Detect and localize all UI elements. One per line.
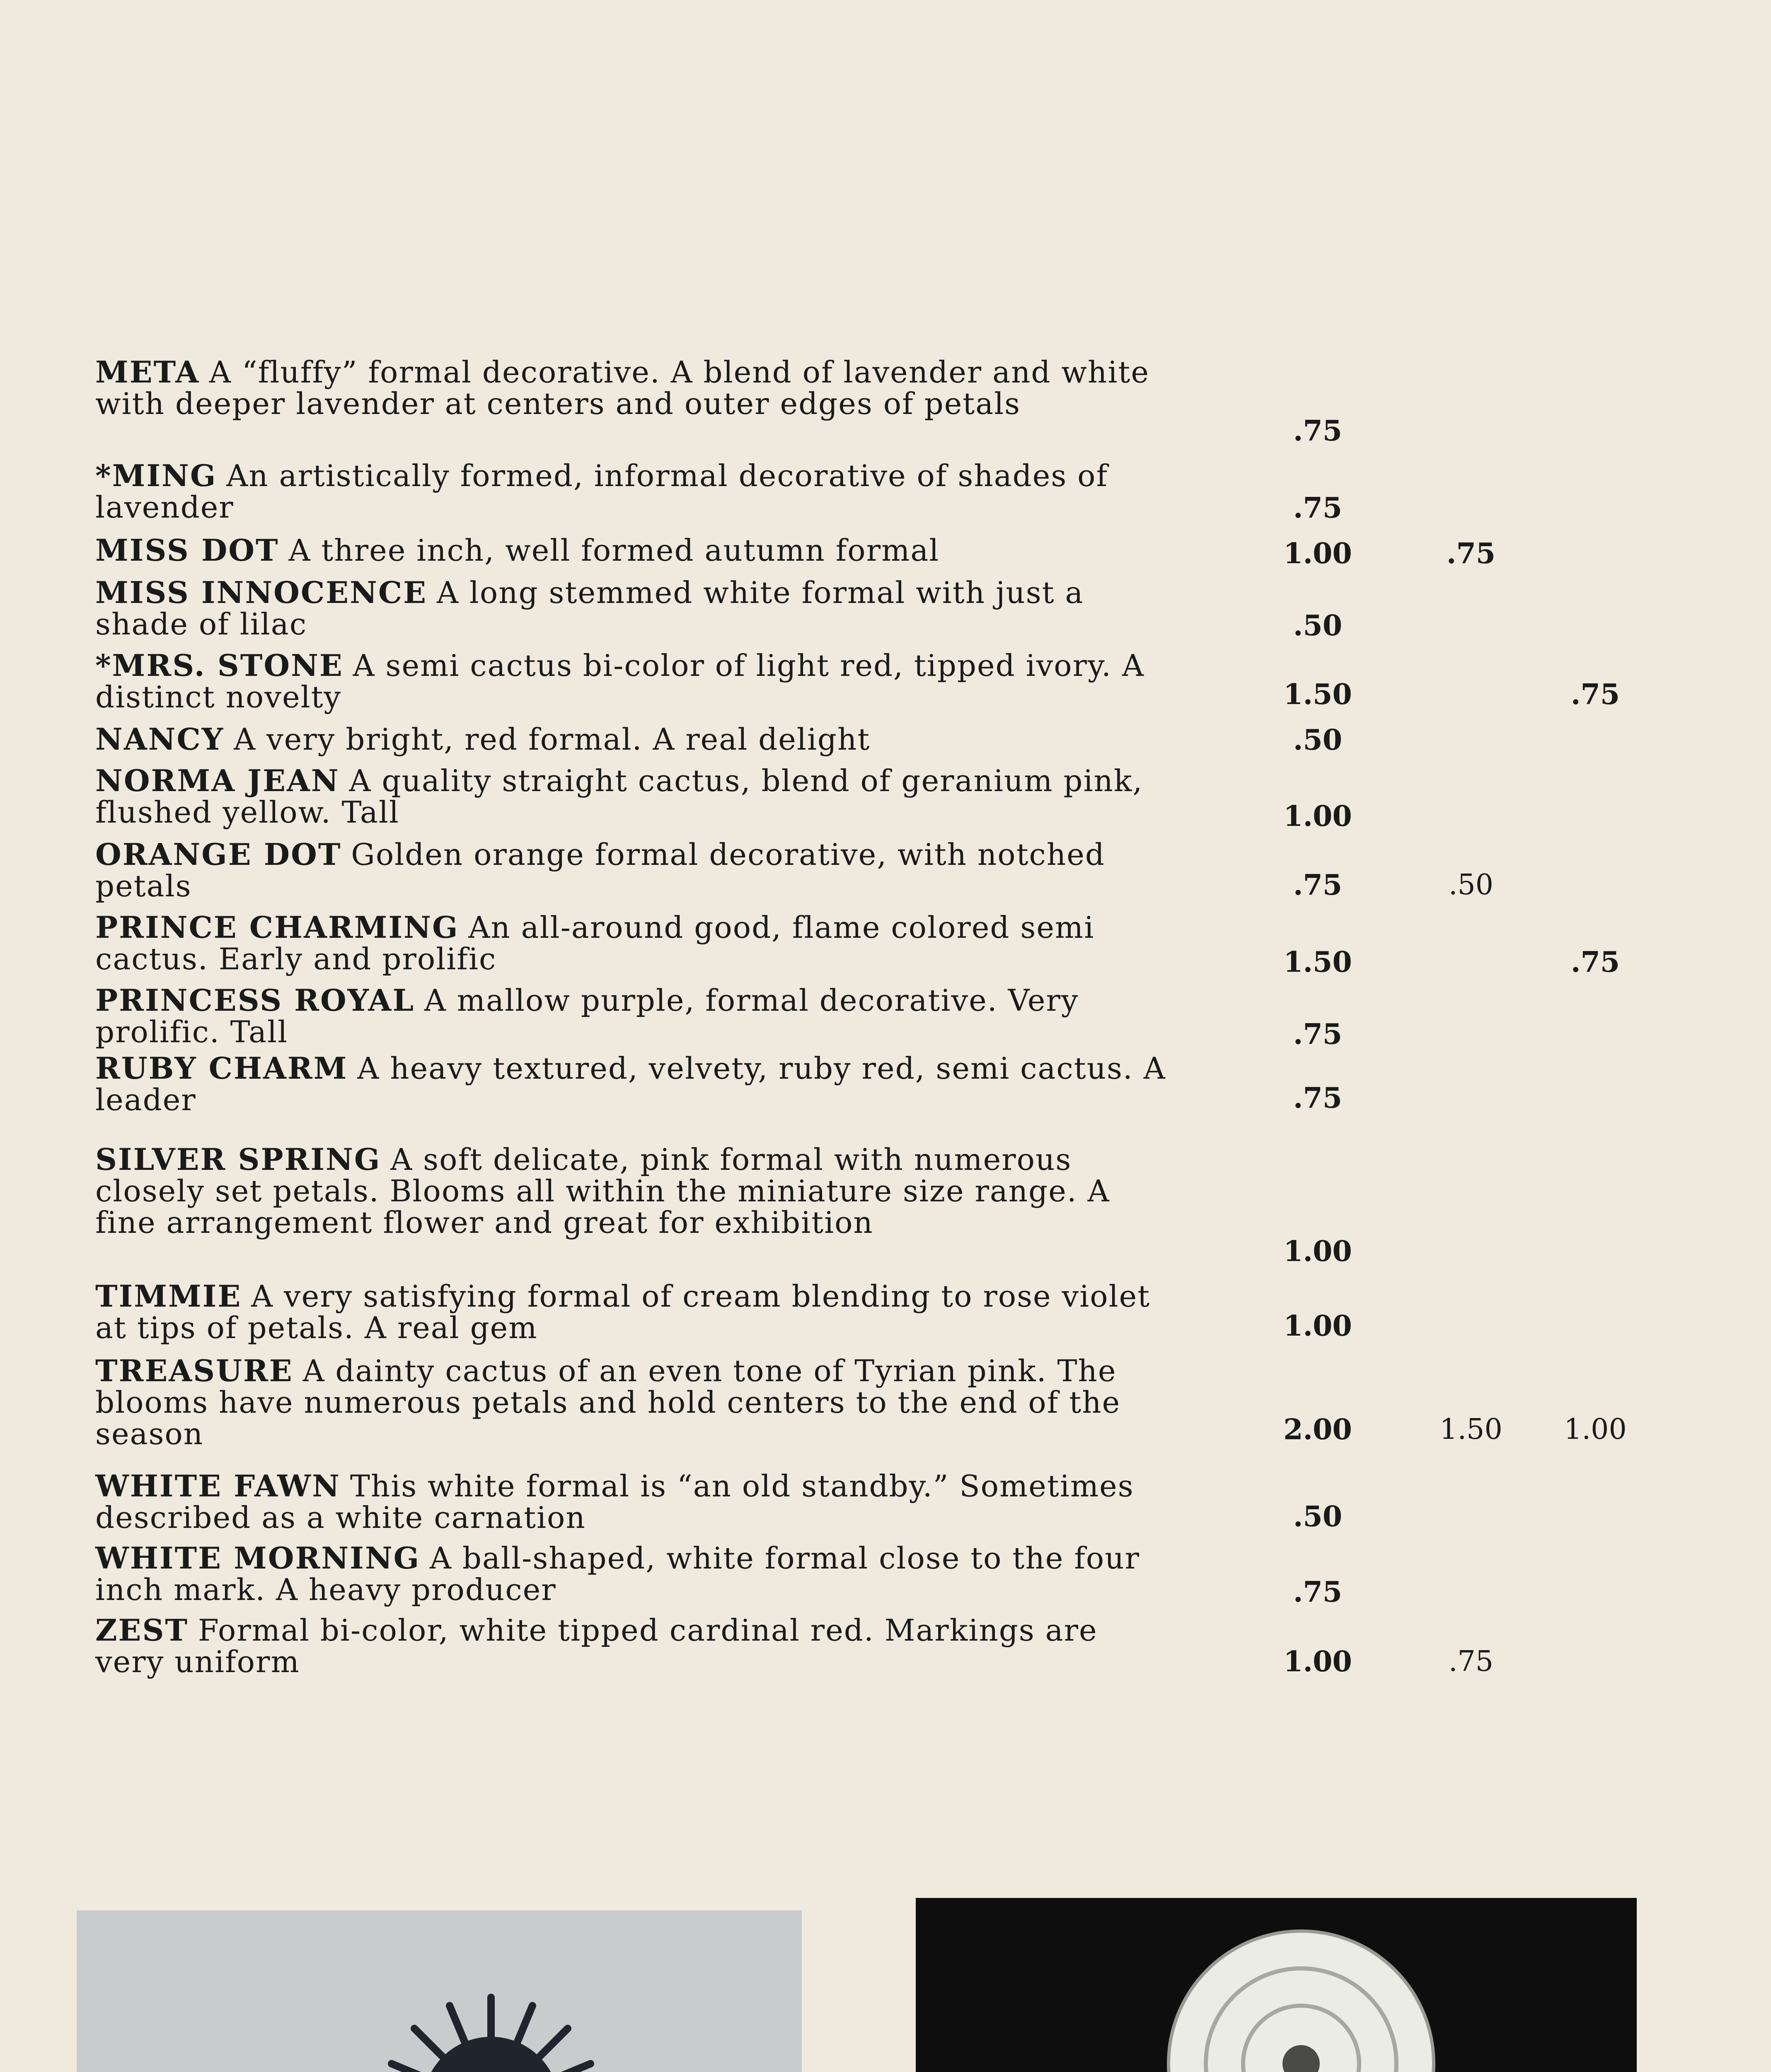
price-col1: 1.00: [1283, 537, 1352, 570]
entry-description: Golden orange formal decorative, with notched petals: [95, 837, 1105, 903]
entry-nancy: [95, 721, 1173, 757]
entry-name: RUBY CHARM: [95, 1051, 348, 1086]
entry-name: NANCY: [95, 721, 225, 757]
entry-name: NORMA JEAN: [95, 763, 340, 798]
entry-silver-spring: [95, 1144, 1173, 1238]
price-col3: 1.00: [1564, 1413, 1627, 1446]
entry-orange-dot: [95, 839, 1173, 902]
entry-description: An artistically formed, informal decorative of shades of lavender: [95, 458, 1108, 525]
entry-zest: [95, 1612, 1173, 1679]
price-col2: 1.50: [1440, 1413, 1502, 1446]
entry-name: MISS DOT: [95, 533, 279, 568]
entry-ruby-charm: [95, 1053, 1173, 1116]
entry-name: SILVER SPRING: [95, 1142, 381, 1177]
entry-white-morning: [95, 1542, 1173, 1605]
entry-description: A three inch, well formed autumn formal: [288, 533, 940, 568]
entry-timmie: [95, 1280, 1173, 1343]
timmie-photo: [916, 1898, 1637, 2072]
entry-ming: [95, 460, 1173, 523]
entry-name: *MING: [95, 458, 217, 493]
entry-description: A very bright, red formal. A real delight: [234, 722, 871, 757]
price-col1: 1.00: [1283, 1310, 1352, 1343]
entry-description: This white formal is “an old standby.” Sometimes described as a white carnation: [95, 1469, 1134, 1535]
entry-name: *MRS. STONE: [95, 648, 344, 683]
entry-name: WHITE FAWN: [95, 1468, 341, 1503]
entry-name: PRINCE CHARMING: [95, 910, 459, 945]
price-col2: .75: [1448, 1645, 1494, 1678]
entry-name: META: [95, 354, 200, 390]
entry-princess-royal: [95, 985, 1173, 1048]
price-col1: .75: [1293, 1018, 1343, 1051]
entry-treasure: [95, 1355, 1173, 1450]
entry-miss-innocence: [95, 577, 1173, 640]
entry-description: A “fluffy” formal decorative. A blend of lavender and white with deeper lavender at centers and outer edges of petals: [95, 355, 1149, 421]
price-col1: 1.00: [1283, 1645, 1352, 1678]
price-col1: .75: [1293, 1082, 1343, 1115]
price-col1: 1.50: [1283, 946, 1352, 979]
price-col1: 2.00: [1283, 1413, 1352, 1446]
entry-name: MISS INNOCENCE: [95, 575, 428, 610]
entry-mrs-stone: [95, 650, 1173, 713]
entry-description: A ball-shaped, white formal close to the four inch mark. A heavy producer: [95, 1541, 1140, 1607]
entry-description: A semi cactus bi-color of light red, tipped ivory. A distinct novelty: [95, 648, 1144, 714]
price-col1: .75: [1293, 491, 1343, 525]
price-col1: .75: [1293, 869, 1343, 902]
entry-description: A very satisfying formal of cream blending to rose violet at tips of petals. A real gem: [95, 1279, 1151, 1345]
entry-description: Formal bi-color, white tipped cardinal red. Markings are very uniform: [95, 1613, 1098, 1679]
price-col1: 1.50: [1283, 678, 1352, 711]
entry-norma-jean: [95, 765, 1173, 828]
entry-name: TIMMIE: [95, 1278, 242, 1314]
entry-name: PRINCESS ROYAL: [95, 983, 415, 1018]
price-col3: .75: [1570, 946, 1620, 979]
ruby-charm-photo: [77, 1910, 802, 2072]
price-col1: .75: [1293, 1576, 1343, 1609]
price-col2: .75: [1446, 537, 1496, 570]
entry-name: ZEST: [95, 1612, 189, 1648]
entry-prince-charming: [95, 912, 1173, 975]
price-col1: .50: [1293, 1500, 1343, 1533]
price-col3: .75: [1570, 678, 1620, 711]
entry-name: TREASURE: [95, 1353, 293, 1388]
entry-white-fawn: [95, 1470, 1173, 1533]
entry-description: An all-around good, flame colored semi cactus. Early and prolific: [95, 910, 1095, 976]
price-col1: .75: [1293, 414, 1343, 448]
entry-description: A mallow purple, formal decorative. Very prolific. Tall: [95, 983, 1079, 1049]
entry-miss-dot: [95, 535, 1173, 566]
price-col1: 1.00: [1283, 1235, 1352, 1268]
price-col2: .50: [1448, 869, 1494, 901]
price-col1: .50: [1293, 724, 1343, 757]
price-col1: 1.00: [1283, 800, 1352, 833]
entry-description: A soft delicate, pink formal with numerous closely set petals. Blooms all within the miniature size range. A fine arrangement flower and great for exhibition: [95, 1142, 1110, 1240]
entry-description: A dainty cactus of an even tone of Tyrian pink. The blooms have numerous petals and hold centers to the end of the season: [95, 1353, 1121, 1451]
entry-meta: [95, 356, 1173, 419]
entry-name: WHITE MORNING: [95, 1540, 421, 1576]
price-col1: .50: [1293, 609, 1343, 642]
entry-description: A quality straight cactus, blend of geranium pink, flushed yellow. Tall: [95, 763, 1143, 830]
entry-description: A heavy textured, velvety, ruby red, semi cactus. A leader: [95, 1051, 1166, 1117]
entry-description: A long stemmed white formal with just a shade of lilac: [95, 575, 1084, 641]
entry-name: ORANGE DOT: [95, 837, 342, 872]
